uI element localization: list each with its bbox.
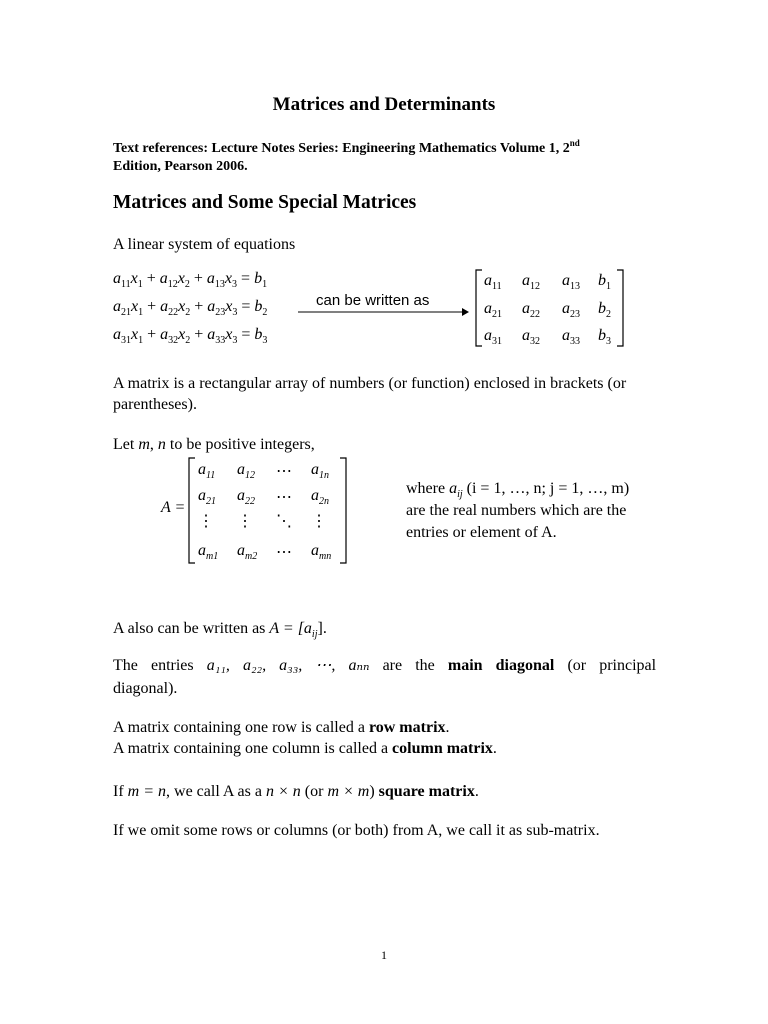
matrix-entry: $a_{m1}$ — [198, 542, 219, 562]
square-matrix-term: square matrix — [378, 783, 475, 800]
also-written-statement — [113, 620, 327, 638]
row-matrix-def — [113, 719, 450, 737]
let-statement — [113, 436, 315, 454]
subscript: 3 — [262, 335, 268, 346]
matrix-entry: $a_{22}$ — [522, 300, 540, 320]
also-written-text: A also can be written as — [113, 620, 270, 637]
matrix-entry: $a_{13}$ — [562, 272, 580, 292]
let-word: Let — [113, 436, 139, 453]
matrix-entry: $a_{1n}$ — [311, 461, 329, 481]
aij-formula-subscript: ij — [311, 629, 318, 640]
matrix-entry: ⋯ — [276, 544, 292, 561]
where-word: where — [406, 480, 450, 497]
matrix-definition: A matrix is a rectangular array of numbers (or function) enclosed in brackets (or parentheses). — [113, 375, 627, 413]
subscript: 1 — [137, 279, 143, 290]
matrix-entry: $a_{33}$ — [562, 327, 580, 347]
diagonal-line2: diagonal). — [113, 680, 178, 697]
let-text: to be positive integers, — [169, 436, 315, 453]
section-heading: Matrices and Some Special Matrices — [113, 192, 417, 213]
square-close: ) — [369, 783, 379, 800]
matrix-entry: $a_{21}$ — [198, 487, 216, 507]
where-clause — [406, 478, 629, 544]
matrix-entry: ⋮ — [198, 513, 214, 530]
matrix-entry: $a_{11}$ — [198, 461, 216, 481]
equals-sign: = — [237, 298, 255, 315]
column-matrix-def — [113, 740, 497, 758]
main-diagonal-term: main diagonal — [447, 657, 555, 674]
matrix-entry: $a_{12}$ — [237, 461, 255, 481]
subscript: 11 — [121, 279, 131, 290]
references-superscript: nd — [569, 138, 580, 148]
square-mid: , we call A as a — [166, 783, 266, 800]
column-matrix-text: A matrix containing one column is called a — [113, 740, 393, 757]
where-line2: are the real numbers which are the — [406, 502, 627, 519]
subscript: 2 — [185, 307, 191, 318]
subscript: 2 — [262, 307, 268, 318]
equation-row — [113, 270, 267, 288]
matrix-entry: $a_{32}$ — [522, 327, 540, 347]
subscript: 2 — [185, 335, 191, 346]
row-matrix-period: . — [445, 719, 450, 736]
variable: x — [225, 298, 233, 315]
where-range: (i = 1, …, n; j = 1, …, m) — [462, 480, 630, 497]
m-by-m: m × m — [327, 783, 370, 800]
variable: a — [113, 298, 121, 315]
plus-sign: + — [143, 326, 161, 343]
matrix-entry: $b_3$ — [598, 327, 611, 347]
column-matrix-term: column matrix — [392, 740, 493, 757]
aij-formula-close: ]. — [317, 620, 327, 637]
matrix-entry: ⋯ — [276, 463, 292, 480]
comma: , — [149, 436, 158, 453]
subscript: 23 — [215, 307, 226, 318]
intro-text: A linear system of equations — [113, 236, 296, 253]
matrix-entry: $a_{m2}$ — [237, 542, 258, 562]
submatrix-def: If we omit some rows or columns (or both) from A, we call it as sub-matrix. — [113, 822, 600, 839]
subscript: 21 — [121, 307, 131, 318]
equation-row — [113, 298, 267, 316]
subscript: 22 — [168, 307, 179, 318]
diagonal-pre: The entries — [113, 657, 194, 674]
matrix-entry: $b_1$ — [598, 272, 611, 292]
row-matrix-term: row matrix — [368, 719, 446, 736]
variable: x — [130, 270, 138, 287]
diagonal-mid: are the — [382, 657, 435, 674]
equals-sign: = — [237, 326, 255, 343]
matrix-entry: $a_{31}$ — [484, 327, 502, 347]
matrix-entry: $a_{11}$ — [484, 272, 502, 292]
variable: a — [206, 270, 215, 287]
matrix-entry: ⋮ — [237, 513, 253, 530]
variable: a — [160, 326, 169, 343]
plus-sign: + — [189, 270, 207, 287]
diagonal-line1 — [113, 655, 656, 675]
diagonal-entries: a₁₁, a₂₂, a₃₃, ⋯, aₙₙ — [206, 657, 370, 674]
page-number: 1 — [381, 948, 387, 962]
variable: a — [113, 326, 121, 343]
diagonal-post: (or principal — [567, 657, 657, 674]
variable: a — [113, 270, 121, 287]
matrix-brackets — [472, 268, 632, 350]
square-or: (or — [300, 783, 328, 800]
plus-sign: + — [190, 326, 208, 343]
plus-sign: + — [142, 270, 160, 287]
matrix-entry: ⋮ — [311, 513, 327, 530]
subscript: 2 — [184, 279, 190, 290]
aij-formula: A = [a — [269, 620, 312, 637]
matrix-entry: ⋱ — [276, 513, 292, 530]
matrix-lhs: A = — [161, 499, 186, 516]
references-line2: Edition, Pearson 2006. — [113, 159, 248, 174]
variable: x — [178, 298, 186, 315]
variable: x — [224, 270, 233, 287]
text-references — [113, 134, 580, 176]
subscript: 31 — [121, 335, 131, 346]
matrix-entry: $a_{22}$ — [237, 487, 255, 507]
subscript: 3 — [232, 307, 238, 318]
square-condition: m = n — [127, 783, 167, 800]
subscript: 1 — [262, 279, 268, 290]
subscript: 33 — [215, 335, 226, 346]
variable: x — [131, 298, 139, 315]
column-matrix-period: . — [492, 740, 497, 757]
equation-row — [113, 326, 267, 344]
variable: b — [254, 326, 263, 343]
variable: a — [207, 298, 216, 315]
matrix-entry: $a_{2n}$ — [311, 487, 329, 507]
subscript: 1 — [138, 335, 144, 346]
subscript: 13 — [214, 279, 225, 290]
where-line3: entries or element of A. — [406, 524, 557, 541]
plus-sign: + — [143, 298, 161, 315]
square-matrix-def — [113, 783, 479, 801]
right-arrow-icon — [298, 306, 470, 318]
square-period: . — [474, 783, 479, 800]
matrix-entry: $a_{mn}$ — [311, 542, 332, 562]
variable: a — [159, 270, 168, 287]
aij-subscript: ij — [457, 489, 463, 500]
variable: x — [177, 270, 185, 287]
variable: a — [160, 298, 169, 315]
subscript: 12 — [167, 279, 178, 290]
page-title: Matrices and Determinants — [272, 94, 496, 115]
variable: x — [131, 326, 139, 343]
var-m: m — [138, 436, 150, 453]
variable: b — [254, 270, 263, 287]
variable: x — [178, 326, 186, 343]
equals-sign: = — [237, 270, 255, 287]
subscript: 32 — [168, 335, 179, 346]
n-by-n: n × n — [265, 783, 301, 800]
matrix-entry: $a_{23}$ — [562, 300, 580, 320]
matrix-entry: $a_{21}$ — [484, 300, 502, 320]
variable: x — [225, 326, 233, 343]
general-matrix-brackets — [186, 456, 351, 566]
plus-sign: + — [190, 298, 208, 315]
subscript: 1 — [138, 307, 144, 318]
variable: a — [207, 326, 216, 343]
subscript: 3 — [232, 335, 238, 346]
aij-symbol: a — [449, 480, 458, 497]
subscript: 3 — [232, 279, 238, 290]
row-matrix-text: A matrix containing one row is called a — [113, 719, 369, 736]
arrow-label: can be written as — [316, 292, 430, 309]
variable: b — [254, 298, 263, 315]
matrix-entry: $b_2$ — [598, 300, 611, 320]
var-n: n — [157, 436, 166, 453]
square-pre: If — [113, 783, 128, 800]
matrix-entry: $a_{12}$ — [522, 272, 540, 292]
references-line1: Text references: Lecture Notes Series: Engineering Mathematics Volume 1, 2 — [113, 141, 570, 156]
matrix-entry: ⋯ — [276, 489, 292, 506]
